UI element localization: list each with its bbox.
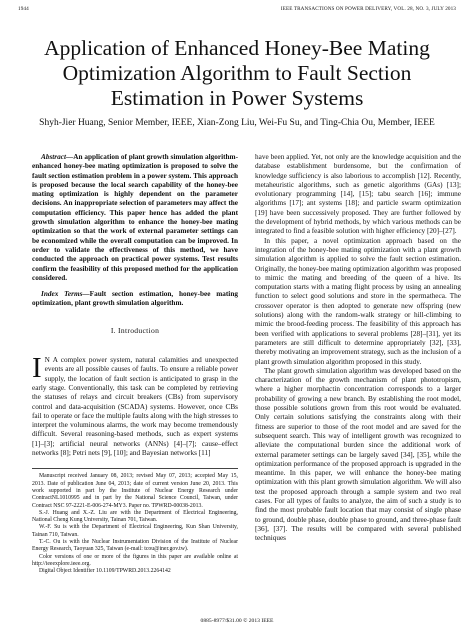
body-paragraph-2: In this paper, a novel optimization approach based on the integration of the honey-bee mating optimization with a plant growth simulation algorithm is applied to solve the fault section estimation. Originally, the honey-bee mating optimization algorithm was proposed to mimic the mating and breeding of the queen of a hive. Its computation starts with a mating flight process by using an annealing function to select good solutions and store in the spermatheca. The crossover operator is then adopted to generate new offspring (new solutions) along with the random-walk strategy or hill-climbing to mimic the brood-feeding process. The feasibility of this approach has been verified with applications to several problems [28]–[31], yet its parameters are still difficult to determine appropriately [32], [33], thereby motivating an improvement strategy, such as the inclusion of a plant growth simulation algorithm proposed in this study. (255, 236, 461, 366)
abstract (32, 153, 238, 283)
section-heading: I. Introduction (110, 325, 160, 335)
paper-title: Application of Enhanced Honey-Bee Mating Optimization Algorithm to Fault Section Estimation in Power Systems (44, 36, 430, 110)
index-terms (32, 290, 238, 309)
footnote-affiliation-2: W.-F. Su is with the Department of Electrical Engineering, Kun Shan University, Tainan 710, Taiwan. (32, 524, 238, 538)
drop-cap: I (32, 352, 42, 385)
index-terms-text: Fault section estimation, honey-bee mating optimization, plant growth simulation algorithm. (32, 290, 238, 308)
body-paragraph-3: The plant growth simulation algorithm was developed based on the characterization of the growth mechanism of plant phototropism, where a higher morphactin concentration corresponds to a larger probability of growing a new branch. By establishing the root model, those possible solutions grown from this root would be evaluated. Only certain solutions satisfying the constraints along with their fitness are superior to those of the root model and are saved for the subsequent search. This way of intelligent growth was recognized to alleviate the computational burden since the additional work of external parameter settings can be largely saved [34], [35], while the optimization performance of the proposed approach is upgraded in the meantime. In this paper, we will enhance the honey-bee mating optimization with this plant growth simulation algorithm. We will also test the proposed approach through a sample system and two real cases. For all types of faults to analyze, the aim of such a study is to find the most probable fault location that may consist of single phase to ground, double phase, double phase to ground, and three-phase fault [36], [37]. The results will be compared with several published techniques (255, 366, 461, 543)
running-header (18, 6, 456, 16)
abstract-label: Abstract— (41, 153, 74, 161)
page-number: 1944 (18, 6, 29, 12)
footnote-color: Color versions of one or more of the figures in this paper are available online at http://ieeexplore.ieee.org. (32, 553, 238, 567)
index-terms-label: Index Terms— (41, 290, 90, 299)
copyright-footer: 0885-8977/$31.00 © 2013 IEEE (200, 618, 274, 624)
right-column (255, 153, 461, 543)
left-column (32, 153, 238, 575)
footnote-doi: Digital Object Identifier 10.1109/TPWRD.2013.2264142 (39, 568, 171, 575)
footnote-affiliation-3: T.-C. Ou is with the Nuclear Instrumentation Division of the Institute of Nuclear Energy Research, Taoyuan 325, Taiwan (e-mail: tcou@iner.gov.tw). (32, 538, 238, 553)
author-list: Shyh-Jier Huang, Senior Member, IEEE, Xian-Zong Liu, Wei-Fu Su, and Ting-Chia Ou, Member, IEEE (39, 118, 435, 128)
footnote-manuscript: Manuscript received January 08, 2013; revised May 07, 2013; accepted May 15, 2013. Date of publication June 04, 2013; date of current version June 20, 2013. This work supported in part by the Institute of Nuclear Energy Research under ContractNL1010995 and in part by the National Science Council, Taiwan, under Contract NSC 97-2221-E-006-274-MY3. Paper no. TPWRD-00038-2013. (32, 473, 238, 509)
footnotes (32, 468, 238, 575)
abstract-text: An application of plant growth simulation algorithm-enhanced honey-bee mating optimization is proposed to solve the fault section estimation problem in a power system. This approach is proposed because the local search capability of the honey-bee mating optimization is highly dependent on the parameter decisions. An inappropriate selection of parameters may affect the computation efficiency. This paper hence has added the plant growth simulation algorithm to enhance the honey-bee mating optimization so that the work of external parameter settings can be economized while the overall computation can be improved. In order to validate the effectiveness of this method, we have conducted the approach on practical power systems. Test results confirm the feasibility of this proposed method for the application considered. (32, 153, 238, 282)
footnote-affiliation-1: S.-J. Huang and X.-Z. Liu are with the Department of Electrical Engineering, National Cheng Kung University, Tainan 701, Taiwan. (32, 509, 238, 524)
journal-header: IEEE TRANSACTIONS ON POWER DELIVERY, VOL. 28, NO. 3, JULY 2013 (280, 6, 456, 12)
body-paragraph-1: have been applied. Yet, not only are the knowledge acquisition and the database establishment burdensome, but the confirmation of knowledge sufficiency is also laborious to accomplish [12]. Recently, metaheuristic algorithms, such as genetic algorithms (GAs) [13]; evolutionary programming [14], [15]; tabu search [16]; immune algorithms [17]; ant systems [18]; and particle swarm optimization [19] have been successively proposed. They are further followed by the development of hybrid methods, by which various methods can be integrated to find a feasible solution with higher efficiency [20]–[27]. (255, 153, 461, 236)
intro-text: N A complex power system, natural calamities and unexpected events are all possible causes of faults. To ensure a reliable power supply, the location of fault section is anticipated to grasp in the early stage. Conventionally, this task can be completed by retrieving the statuses of relays and circuit breakers (CBs) from supervisory control and data-acquisition (SCADA) systems. However, once CBs fail to operate or face the multiple faults along with the high stresses to interpret the voluminous alarms, the work may become tremendously difficult. Several reasoning-based methods, such as expert systems [1]–[3]; artificial neural networks (ANNs) [4]–[7]; cause–effect networks [8]; Petri nets [9], [10]; and Bayesian networks [11] (32, 356, 238, 458)
intro-paragraph (32, 352, 238, 458)
